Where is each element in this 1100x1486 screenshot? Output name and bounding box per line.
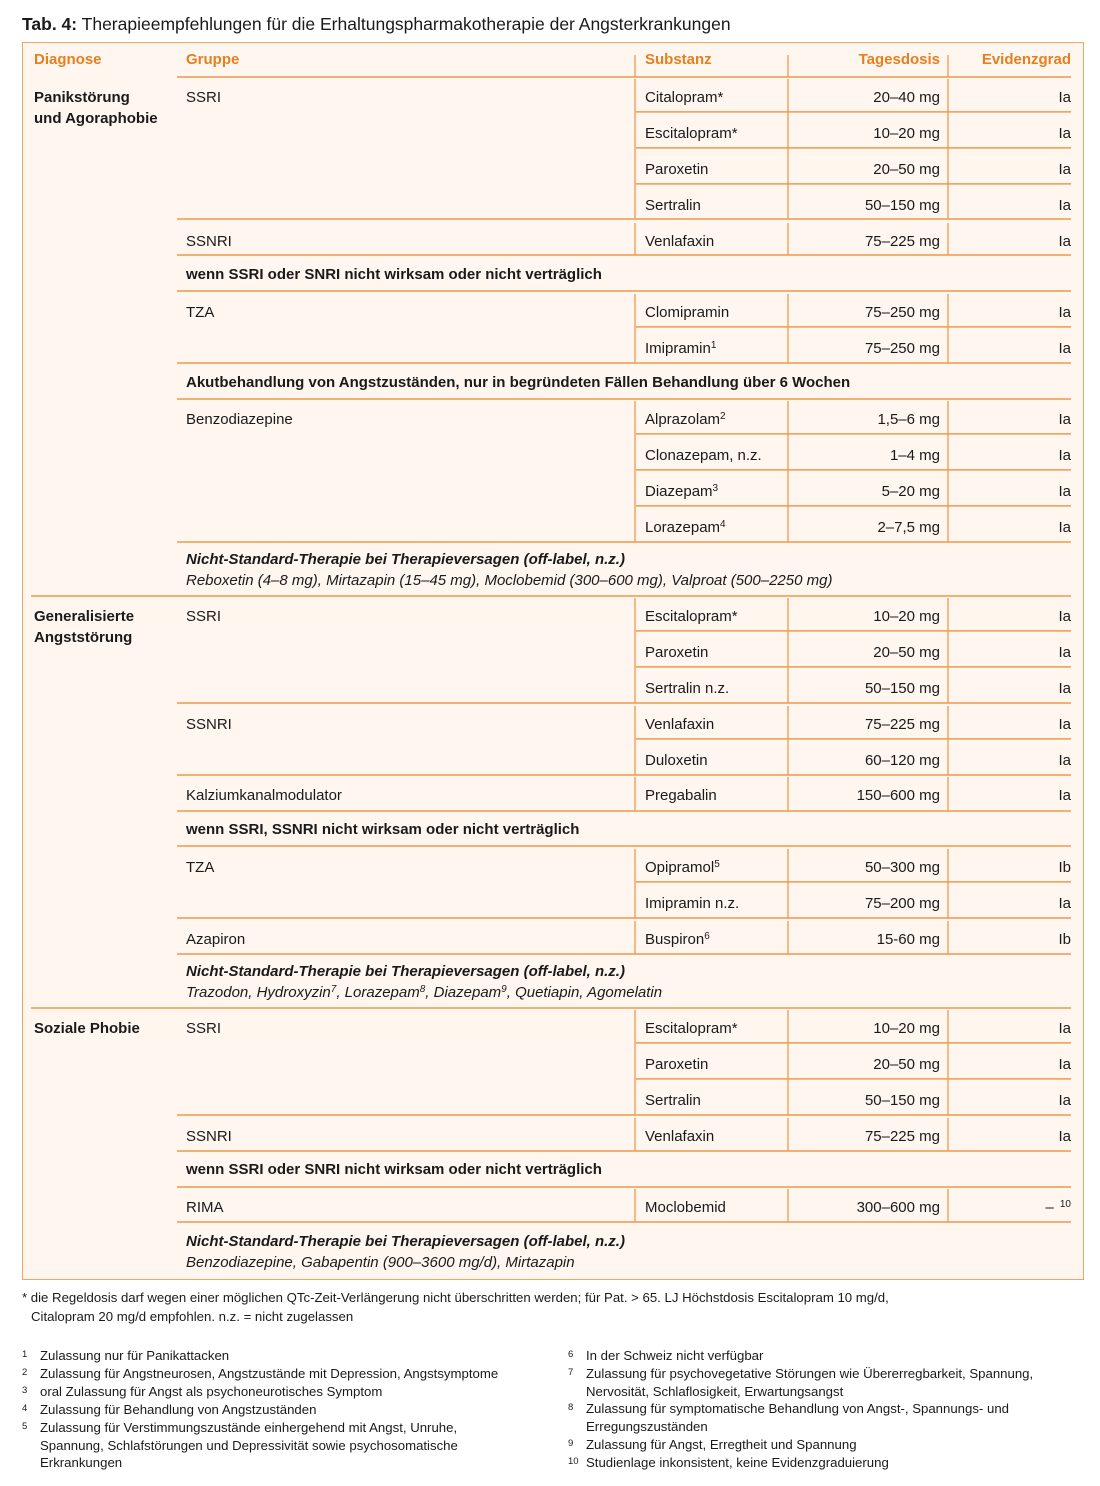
dose-cell: 50–300 mg: [864, 859, 940, 876]
evidence-grade: –: [1045, 1199, 1054, 1216]
substance-name: Sertralin: [645, 1092, 701, 1109]
dose-cell: 20–50 mg: [873, 161, 940, 178]
evidence-grade: Ia: [1058, 483, 1071, 500]
note-text-part: , Lorazepam: [336, 984, 420, 1001]
footnote-number: 7: [568, 1367, 574, 1378]
substance-cell: [645, 481, 718, 502]
substance-cell: [645, 517, 726, 538]
substance-name: Sertralin n.z.: [645, 680, 730, 697]
off-label-note: [186, 1231, 625, 1273]
footnote-number: 9: [568, 1438, 574, 1449]
evidence-cell: [949, 714, 1071, 735]
substance-cell: [645, 785, 717, 806]
dose-cell: 20–50 mg: [873, 644, 940, 661]
substance-cell: [645, 445, 762, 466]
evidence-cell: [949, 445, 1071, 466]
footnote-text: Zulassung für psychovegetative Störungen wie Übererregbarkeit, Spannung, Nervosität, Schlaflosigkeit, Erwartungsangst: [586, 1366, 1034, 1399]
substance-cell: [645, 1126, 714, 1147]
footnote-number: 8: [568, 1402, 574, 1413]
footnote-text: Zulassung für Angstneurosen, Angstzustände mit Depression, Angstsymptome: [40, 1366, 499, 1381]
star-footnote-line-2: Citalopram 20 mg/d empfohlen. n.z. = nicht zugelassen: [31, 1309, 354, 1324]
footnote-text: Zulassung für symptomatische Behandlung von Angst-, Spannungs- und Erregungszuständen: [586, 1401, 1009, 1434]
substance-name: Buspiron: [645, 931, 705, 948]
evidence-cell: [949, 159, 1071, 180]
substance-name: Lorazepam: [645, 519, 721, 536]
table-caption: [22, 12, 731, 36]
substance-name: Venlafaxin: [645, 233, 715, 250]
evidence-grade: Ia: [1058, 716, 1071, 733]
evidence-grade: Ia: [1058, 644, 1071, 661]
substance-cell: [645, 1090, 701, 1111]
footnote-text: Zulassung für Angst, Erregtheit und Spannung: [586, 1437, 857, 1452]
evidence-grade: Ia: [1058, 1056, 1071, 1073]
evidence-cell: [949, 1090, 1071, 1111]
substance-cell: [645, 714, 714, 735]
footnote-number: 6: [568, 1349, 574, 1360]
evidence-grade: Ia: [1058, 197, 1071, 214]
caption-title: Therapieempfehlungen für die Erhaltungspharmakotherapie der Angsterkrankungen: [77, 14, 731, 34]
evidence-grade: Ib: [1058, 931, 1071, 948]
footnote-text: Zulassung nur für Panikattacken: [40, 1348, 230, 1363]
footnote-ref: 10: [1059, 1199, 1071, 1210]
dose-cell: 20–40 mg: [873, 89, 940, 106]
substance-name: Duloxetin: [645, 752, 708, 769]
evidence-grade: Ia: [1058, 304, 1071, 321]
footnote-number: 1: [22, 1349, 28, 1360]
substance-name: Opipramol: [645, 859, 715, 876]
dose-cell: 150–600 mg: [856, 787, 940, 804]
section-heading: wenn SSRI oder SNRI nicht wirksam oder nicht verträglich: [186, 1161, 602, 1178]
evidence-grade: Ia: [1058, 895, 1071, 912]
evidence-cell: [949, 642, 1071, 663]
group-label: SSNRI: [186, 1128, 232, 1145]
substance-name: Imipramin n.z.: [645, 895, 740, 912]
substance-name: Clonazepam, n.z.: [645, 447, 762, 464]
footnote-ref: 7: [330, 984, 337, 995]
substance-cell: [645, 231, 714, 252]
substance-name: Paroxetin: [645, 1056, 709, 1073]
diagnosis-line: Generalisierte: [34, 608, 135, 625]
substance-name: Alprazolam: [645, 411, 721, 428]
substance-cell: [645, 1018, 738, 1039]
footnote-text: oral Zulassung für Angst als psychoneurotisches Symptom: [40, 1384, 383, 1399]
substance-cell: [645, 857, 720, 878]
substance-cell: [645, 750, 708, 771]
off-label-note-text: Benzodiazepine, Gabapentin (900–3600 mg/d), Mirtazapin: [186, 1254, 575, 1271]
footnote-number: 4: [22, 1403, 28, 1414]
dose-cell: 75–250 mg: [864, 340, 940, 357]
group-label: TZA: [186, 859, 215, 876]
dose-cell: 60–120 mg: [864, 752, 940, 769]
star-footnote-line-1: * die Regeldosis darf wegen einer möglichen QTc-Zeit-Verlängerung nicht überschritten werden; für Pat. > 65. LJ Höchstdosis Escitalopram 10 mg/d,: [22, 1290, 889, 1305]
evidence-cell: [949, 1054, 1071, 1075]
footnote-number: 3: [22, 1385, 28, 1396]
substance-name: Diazepam: [645, 483, 713, 500]
caption-label: Tab. 4:: [22, 14, 78, 34]
dose-cell: 75–225 mg: [864, 716, 940, 733]
group-label: Kalziumkanalmodulator: [186, 787, 342, 804]
substance-cell: [645, 409, 726, 430]
group-label: SSRI: [186, 1020, 222, 1037]
dose-cell: 10–20 mg: [873, 608, 940, 625]
footnote-ref: 6: [704, 931, 710, 942]
evidence-cell: [949, 893, 1071, 914]
dose-cell: 300–600 mg: [856, 1199, 940, 1216]
section-heading: wenn SSRI, SSNRI nicht wirksam oder nicht verträglich: [186, 821, 580, 838]
diagnosis-line: Soziale Phobie: [34, 1020, 140, 1037]
evidence-grade: Ia: [1058, 447, 1071, 464]
substance-cell: [645, 87, 723, 108]
column-header: Gruppe: [186, 51, 240, 68]
substance-name: Clomipramin: [645, 304, 730, 321]
evidence-grade: Ia: [1058, 1092, 1071, 1109]
substance-name: Moclobemid: [645, 1199, 726, 1216]
evidence-grade: Ia: [1058, 411, 1071, 428]
evidence-grade: Ia: [1058, 233, 1071, 250]
evidence-cell: [949, 929, 1071, 950]
column-header: Substanz: [645, 51, 712, 68]
dose-cell: 75–200 mg: [864, 895, 940, 912]
substance-name: Venlafaxin: [645, 716, 715, 733]
evidence-cell: [949, 750, 1071, 771]
footnote-number: 2: [22, 1367, 28, 1378]
footnote-text: Zulassung für Behandlung von Angstzuständen: [40, 1402, 317, 1417]
footnote-text: Studienlage inkonsistent, keine Evidenzgraduierung: [586, 1455, 889, 1470]
evidence-cell: [949, 606, 1071, 627]
dose-cell: 2–7,5 mg: [877, 519, 940, 536]
group-label: SSNRI: [186, 716, 232, 733]
evidence-grade: Ia: [1058, 161, 1071, 178]
off-label-note-title: Nicht-Standard-Therapie bei Therapieversagen (off-label, n.z.): [186, 551, 625, 568]
evidence-cell: [949, 409, 1071, 430]
footnote-ref: 4: [720, 519, 726, 530]
off-label-note: [186, 549, 832, 591]
dose-cell: 15-60 mg: [876, 931, 940, 948]
evidence-grade: Ia: [1058, 752, 1071, 769]
evidence-cell: [949, 123, 1071, 144]
dose-cell: 75–225 mg: [864, 1128, 940, 1145]
substance-cell: [645, 678, 729, 699]
off-label-note: [186, 961, 662, 1003]
column-header: Tagesdosis: [858, 51, 940, 68]
substance-cell: [645, 893, 739, 914]
footnote-ref: 9: [501, 984, 507, 995]
diagnosis-line: Angststörung: [34, 629, 133, 646]
dose-cell: 1,5–6 mg: [877, 411, 940, 428]
evidence-cell: [949, 678, 1071, 699]
group-label: TZA: [186, 304, 215, 321]
footnote-ref: 3: [712, 483, 719, 494]
off-label-note-text: Reboxetin (4–8 mg), Mirtazapin (15–45 mg), Moclobemid (300–600 mg), Valproat (500–2250 mg): [186, 572, 833, 589]
substance-cell: [645, 302, 729, 323]
evidence-grade: Ia: [1058, 89, 1071, 106]
substance-name: Citalopram*: [645, 89, 724, 106]
evidence-cell: [949, 1126, 1071, 1147]
footnote-ref: 8: [419, 984, 426, 995]
footnote-ref: 1: [710, 340, 717, 351]
note-text-part: , Quetiapin, Agomelatin: [506, 984, 663, 1001]
substance-name: Paroxetin: [645, 161, 709, 178]
dose-cell: 20–50 mg: [873, 1056, 940, 1073]
evidence-cell: [949, 857, 1071, 878]
group-label: SSRI: [186, 89, 222, 106]
dose-cell: 5–20 mg: [881, 483, 940, 500]
footnote-ref: 2: [720, 411, 726, 422]
substance-name: Escitalopram*: [645, 125, 738, 142]
section-heading: Akutbehandlung von Angstzuständen, nur in begründeten Fällen Behandlung über 6 Wochen: [186, 374, 851, 391]
footnote-number: 10: [568, 1456, 579, 1467]
evidence-grade: Ia: [1058, 1020, 1071, 1037]
section-heading: wenn SSRI oder SNRI nicht wirksam oder nicht verträglich: [186, 266, 602, 283]
group-label: RIMA: [186, 1199, 224, 1216]
dose-cell: 50–150 mg: [864, 197, 940, 214]
substance-cell: [645, 606, 738, 627]
diagnosis-label: [34, 1018, 174, 1039]
substance-name: Venlafaxin: [645, 1128, 715, 1145]
column-header: Diagnose: [34, 51, 102, 68]
substance-cell: [645, 123, 738, 144]
evidence-cell: [949, 1197, 1071, 1218]
footnote-number: 5: [22, 1421, 28, 1432]
evidence-cell: [949, 517, 1071, 538]
dose-cell: 50–150 mg: [864, 1092, 940, 1109]
note-text-part: Trazodon, Hydroxyzin: [186, 984, 331, 1001]
footnote-ref: 5: [714, 859, 720, 870]
dose-cell: 10–20 mg: [873, 125, 940, 142]
dose-cell: 10–20 mg: [873, 1020, 940, 1037]
evidence-grade: Ia: [1058, 680, 1071, 697]
evidence-grade: Ia: [1058, 519, 1071, 536]
column-header: Evidenzgrad: [981, 51, 1071, 68]
footnote-text: In der Schweiz nicht verfügbar: [586, 1348, 764, 1363]
substance-cell: [645, 929, 710, 950]
substance-cell: [645, 642, 708, 663]
group-label: SSNRI: [186, 233, 232, 250]
dose-cell: 75–225 mg: [864, 233, 940, 250]
substance-cell: [645, 159, 708, 180]
evidence-cell: [949, 481, 1071, 502]
substance-cell: [645, 1197, 726, 1218]
substance-cell: [645, 338, 716, 359]
off-label-note-text: [186, 982, 662, 1003]
group-label: SSRI: [186, 608, 222, 625]
evidence-cell: [949, 87, 1071, 108]
evidence-cell: [949, 195, 1071, 216]
evidence-grade: Ib: [1058, 859, 1071, 876]
diagnosis-line: Panikstörung: [34, 89, 130, 106]
evidence-grade: Ia: [1058, 125, 1071, 142]
star-footnote: [22, 1288, 1062, 1326]
diagnosis-label: [34, 87, 174, 129]
group-label: Benzodiazepine: [186, 411, 293, 428]
evidence-cell: [949, 785, 1071, 806]
evidence-grade: Ia: [1058, 608, 1071, 625]
note-text-part: , Diazepam: [425, 984, 502, 1001]
group-label: Azapiron: [186, 931, 246, 948]
substance-cell: [645, 1054, 708, 1075]
off-label-note-title: Nicht-Standard-Therapie bei Therapieversagen (off-label, n.z.): [186, 963, 625, 980]
dose-cell: 50–150 mg: [864, 680, 940, 697]
evidence-cell: [949, 1018, 1071, 1039]
evidence-cell: [949, 231, 1071, 252]
substance-name: Pregabalin: [645, 787, 717, 804]
substance-name: Paroxetin: [645, 644, 709, 661]
substance-name: Sertralin: [645, 197, 701, 214]
evidence-grade: Ia: [1058, 1128, 1071, 1145]
diagnosis-label: [34, 606, 174, 648]
dose-cell: 1–4 mg: [889, 447, 940, 464]
substance-name: Escitalopram*: [645, 1020, 738, 1037]
footnote-text: Zulassung für Verstimmungszustände einhergehend mit Angst, Unruhe, Spannung, Schlafstörungen und Depressivität sowie psychosomatische Erkrankungen: [40, 1420, 458, 1471]
evidence-grade: Ia: [1058, 340, 1071, 357]
off-label-note-title: Nicht-Standard-Therapie bei Therapieversagen (off-label, n.z.): [186, 1233, 625, 1250]
evidence-grade: Ia: [1058, 787, 1071, 804]
evidence-cell: [949, 302, 1071, 323]
dose-cell: 75–250 mg: [864, 304, 940, 321]
diagnosis-line: und Agoraphobie: [34, 110, 158, 127]
evidence-cell: [949, 338, 1071, 359]
substance-name: Imipramin: [645, 340, 711, 357]
substance-cell: [645, 195, 701, 216]
substance-name: Escitalopram*: [645, 608, 738, 625]
